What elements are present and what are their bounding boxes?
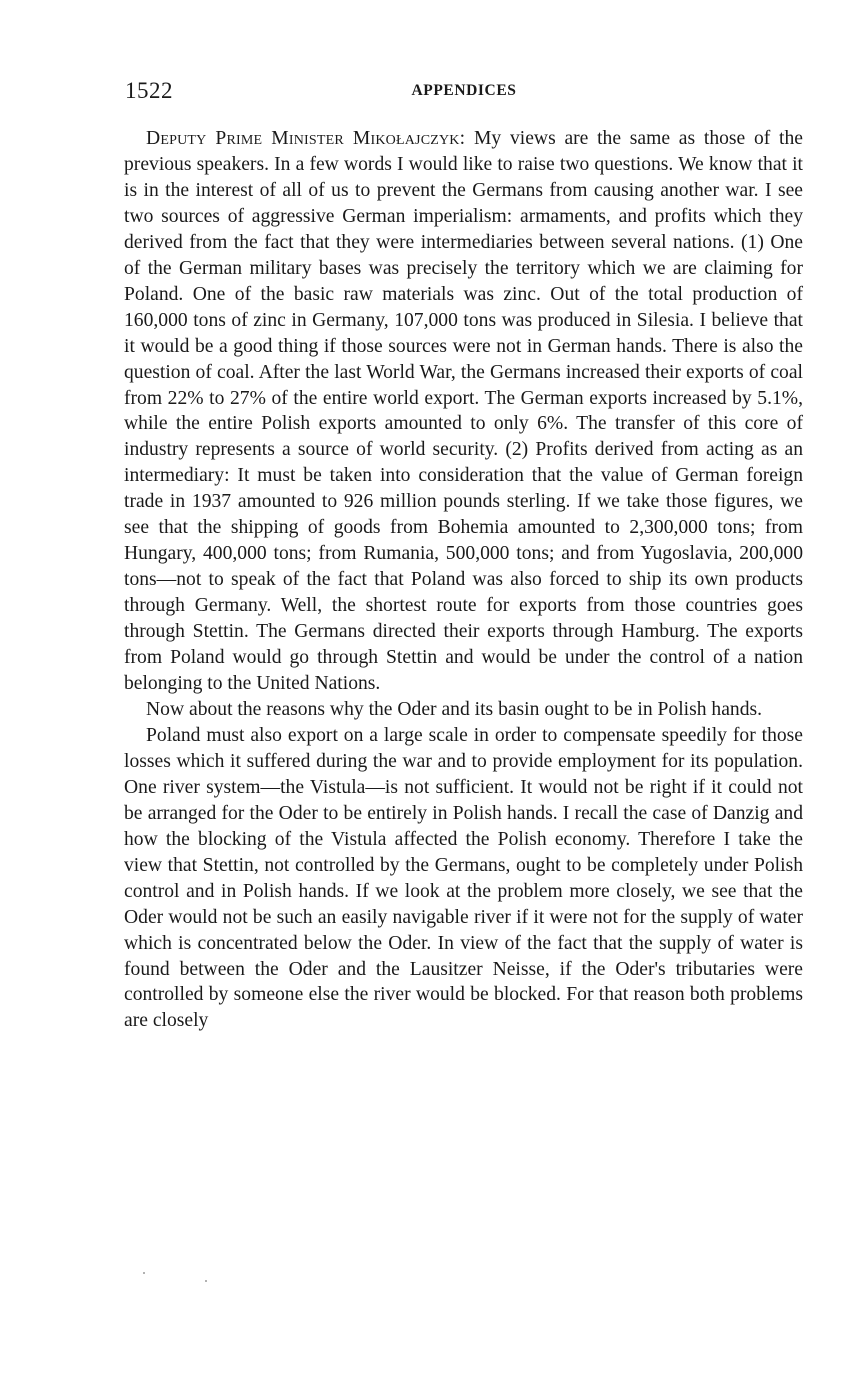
paragraph-oder-basin xyxy=(124,697,803,723)
paragraph-text: My views are the same as those of the previous speakers. In a few words I would like to raise two questions. We know that it is in the interest of all of us to prevent the Germans from causing another war. I see two sources of aggressive German imperialism: armaments, and profits which they derived from the fact that they were intermediaries between several nations. (1) One of the German military bases was precisely the territory which we are claiming for Poland. One of the basic raw materials was zinc. Out of the total production of 160,000 tons of zinc in Germany, 107,000 tons was produced in Silesia. I believe that it would be a good thing if those sources were not in German hands. There is also the question of coal. After the last World War, the Germans increased their exports of coal from 22% to 27% of the entire world export. The German exports increased by 5.1%, while the entire Polish exports amounted to only 6%. The transfer of this core of industry represents a source of world security. (2) Profits derived from acting as an intermediary: It must be taken into consideration that the value of German foreign trade in 1937 amounted to 926 million pounds sterling. If we take those figures, we see that the shipping of goods from Bohemia amounted to 2,300,000 tons; from Hungary, 400,000 tons; from Rumania, 500,000 tons; and from Yugoslavia, 200,000 tons—not to speak of the fact that Poland was also forced to ship its own products through Germany. Well, the shortest route for exports from those countries goes through Stettin. The Germans directed their exports through Hamburg. The exports from Poland would go through Stettin and would be under the control of a nation belonging to the United Nations. xyxy=(124,128,803,695)
running-head: APPENDICES xyxy=(411,82,517,99)
page-header xyxy=(125,76,803,106)
page-number: 1522 xyxy=(125,78,173,103)
paragraph-speaker-statement xyxy=(124,126,803,697)
paragraph-export-compensation xyxy=(124,723,803,1034)
body-text xyxy=(124,126,803,1034)
speaker-name: Deputy Prime Minister Mikołajczyk: xyxy=(146,128,466,149)
paragraph-text: Now about the reasons why the Oder and its basin ought to be in Polish hands. xyxy=(146,698,763,720)
paragraph-text: Poland must also export on a large scale in order to compensate speedily for those losses which it suffered during the war and to provide employment for its population. One river system—the Vistula—is not sufficient. It would not be right if it could not be arranged for the Oder to be entirely in Polish hands. I recall the case of Danzig and how the blocking of the Vistula affected the Polish economy. Therefore I take the view that Stettin, not controlled by the Germans, ought to be completely under Polish control and in Polish hands. If we look at the problem more closely, we see that the Oder would not be such an easily navigable river if it were not for the supply of water which is concentrated below the Oder. In view of the fact that the supply of water is found between the Oder and the Lausitzer Neisse, if the Oder's tributaries were controlled by someone else the river would be blocked. For that reason both problems are closely xyxy=(124,724,803,1032)
scan-speck xyxy=(143,1272,145,1274)
scan-speck xyxy=(205,1280,207,1282)
